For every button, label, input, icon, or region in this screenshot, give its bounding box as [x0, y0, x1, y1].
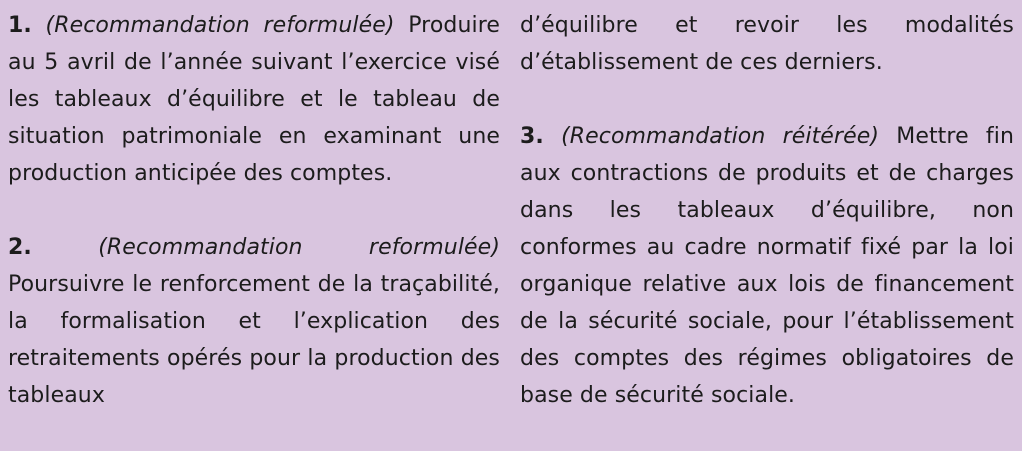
recommendation-text: Mettre fin aux contractions de produits et de charges dans les tableaux d’équilibre, non conformes au cadre normatif fixé par la loi organique relative aux lois de financement de la sécurité sociale, pour l’établissement des comptes des régimes obligatoires de base de sécurité sociale. — [520, 124, 1014, 408]
recommendation-number: 1. — [8, 13, 32, 38]
recommendation-2-part-2 — [520, 7, 1014, 81]
recommendation-2-part-1 — [8, 229, 500, 414]
recommendation-number: 2. — [8, 235, 32, 260]
recommendation-tag: (Recommandation réitérée) — [561, 124, 880, 149]
right-column — [520, 7, 1014, 451]
recommendation-tag: (Recommandation reformulée) — [98, 235, 500, 260]
recommendation-number: 3. — [520, 124, 544, 149]
recommendation-tag: (Recommandation reformulée) — [45, 13, 395, 38]
recommendation-1 — [8, 7, 500, 192]
recommendation-text: Produire au 5 avril de l’année suivant l’exercice visé les tableaux d’équilibre et le tableau de situation patrimoniale en examinant une production anticipée des comptes. — [8, 13, 501, 186]
recommendation-text: Poursuivre le renforcement de la traçabilité, la formalisation et l’explication des retraitements opérés pour la production des tableaux — [8, 272, 500, 408]
recommendation-3 — [520, 118, 1014, 414]
left-column — [8, 7, 500, 451]
recommendation-text-continued: d’équilibre et revoir les modalités d’établissement de ces derniers. — [520, 13, 1014, 75]
